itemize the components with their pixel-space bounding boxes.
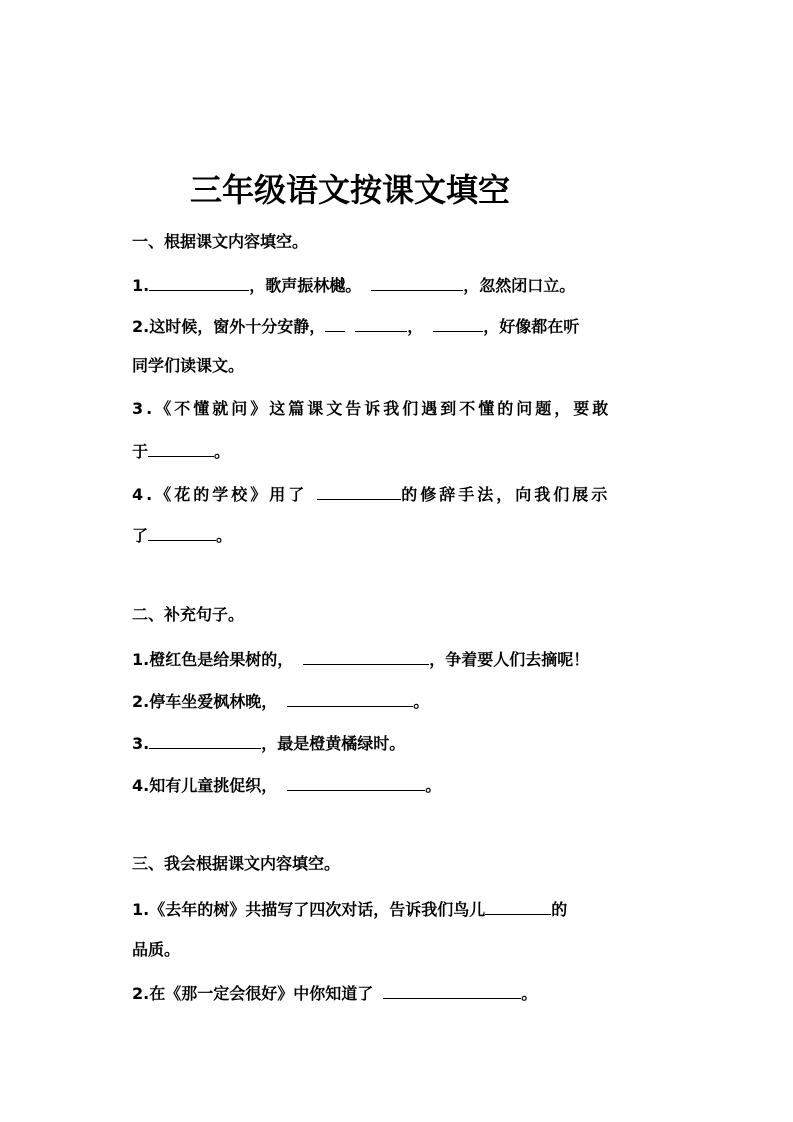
s1-q2-blank-1[interactable] (325, 313, 345, 332)
s1-q4-blank-2[interactable] (148, 522, 216, 541)
s2-q2-text-1: 停车坐爱枫林晚， (149, 692, 278, 711)
s2-q3-text-1: ，最是橙黄橘绿时。 (261, 734, 406, 753)
s2-q2-blank-1[interactable] (287, 688, 413, 707)
s1-q4-cont-text-1: 了 (132, 526, 149, 545)
s3-q2-number: 2. (132, 984, 150, 1003)
s2-q1-blank-1[interactable] (303, 646, 429, 665)
s3-q1-number: 1. (132, 900, 150, 919)
s1-q1-text-1: ，歌声振林樾。 (249, 276, 362, 295)
s1-q4-number: 4. (132, 485, 156, 504)
s2-q3-blank-1[interactable] (149, 730, 261, 749)
s3-q1-continuation: 品质。 (132, 940, 181, 959)
s3-q2-text-1: 在《那一定会很好》中你知道了 (149, 984, 374, 1003)
section3-heading: 三、我会根据课文内容填空。 (132, 854, 341, 873)
s1-q3-number: 3. (132, 399, 156, 418)
s2-question-2 (132, 688, 429, 714)
s1-q1-number: 1. (132, 276, 150, 295)
s1-question-2 (132, 313, 579, 339)
s1-q2-number: 2. (132, 317, 150, 336)
section2-heading: 二、补充句子。 (132, 605, 245, 624)
s3-q1-text-2: 的 (551, 900, 568, 919)
s2-q3-number: 3. (132, 734, 150, 753)
s2-question-4 (132, 772, 441, 798)
s2-q4-number: 4. (132, 776, 150, 795)
s3-question-1 (132, 896, 567, 922)
s3-question-2 (132, 980, 537, 1006)
s1-q2-text-1: 这时候，窗外十分安静， (149, 317, 326, 336)
s1-q4-text-1: 《花的学校》用了 (155, 485, 308, 504)
s1-q3-cont-text-1: 于 (132, 442, 149, 461)
s3-q1-text-1: 《去年的树》共描写了四次对话，告诉我们鸟儿 (149, 900, 486, 919)
s1-question-4 (132, 481, 610, 507)
s1-q3-continuation (132, 438, 230, 464)
s2-q1-text-2: ，争着要人们去摘呢！ (429, 650, 590, 669)
s2-question-3 (132, 730, 405, 756)
section1-heading: 一、根据课文内容填空。 (132, 232, 309, 251)
s1-q3-text-1: 《不懂就问》这篇课文告诉我们遇到不懂的问题，要敢 (155, 399, 612, 418)
s1-q1-blank-1[interactable] (149, 272, 249, 291)
s2-q4-text-1: 知有儿童挑促织， (149, 776, 278, 795)
s1-q4-cont-text-2: 。 (216, 526, 233, 545)
s1-q2-blank-3[interactable] (433, 313, 483, 332)
s2-question-1 (132, 646, 589, 672)
s3-q2-blank-1[interactable] (383, 980, 521, 999)
s1-q2-continuation: 同学们读课文。 (132, 356, 245, 375)
s2-q4-blank-1[interactable] (287, 772, 425, 791)
s3-q2-text-2: 。 (521, 984, 538, 1003)
s1-q3-cont-text-2: 。 (214, 442, 231, 461)
s1-q4-continuation (132, 522, 232, 548)
s1-q1-text-2: ，忽然闭口立。 (463, 276, 576, 295)
s1-q2-text-2: ， (407, 317, 424, 336)
s1-q1-blank-2[interactable] (371, 272, 463, 291)
s3-q1-blank-1[interactable] (485, 896, 551, 915)
s2-q2-number: 2. (132, 692, 150, 711)
s2-q2-text-2: 。 (413, 692, 430, 711)
s1-q2-blank-2[interactable] (355, 313, 407, 332)
page-title: 三年级语文按课文填空 (190, 171, 511, 209)
s2-q1-number: 1. (132, 650, 150, 669)
s1-q4-blank-1[interactable] (317, 481, 401, 500)
s1-q2-text-3: ，好像都在听 (483, 317, 580, 336)
s1-question-1 (132, 272, 575, 298)
s1-q4-text-2: 的修辞手法，向我们展示 (401, 485, 611, 504)
s2-q4-text-2: 。 (425, 776, 442, 795)
s1-question-3 (132, 397, 611, 421)
s1-q3-blank-1[interactable] (148, 438, 214, 457)
s2-q1-text-1: 橙红色是给果树的， (149, 650, 294, 669)
